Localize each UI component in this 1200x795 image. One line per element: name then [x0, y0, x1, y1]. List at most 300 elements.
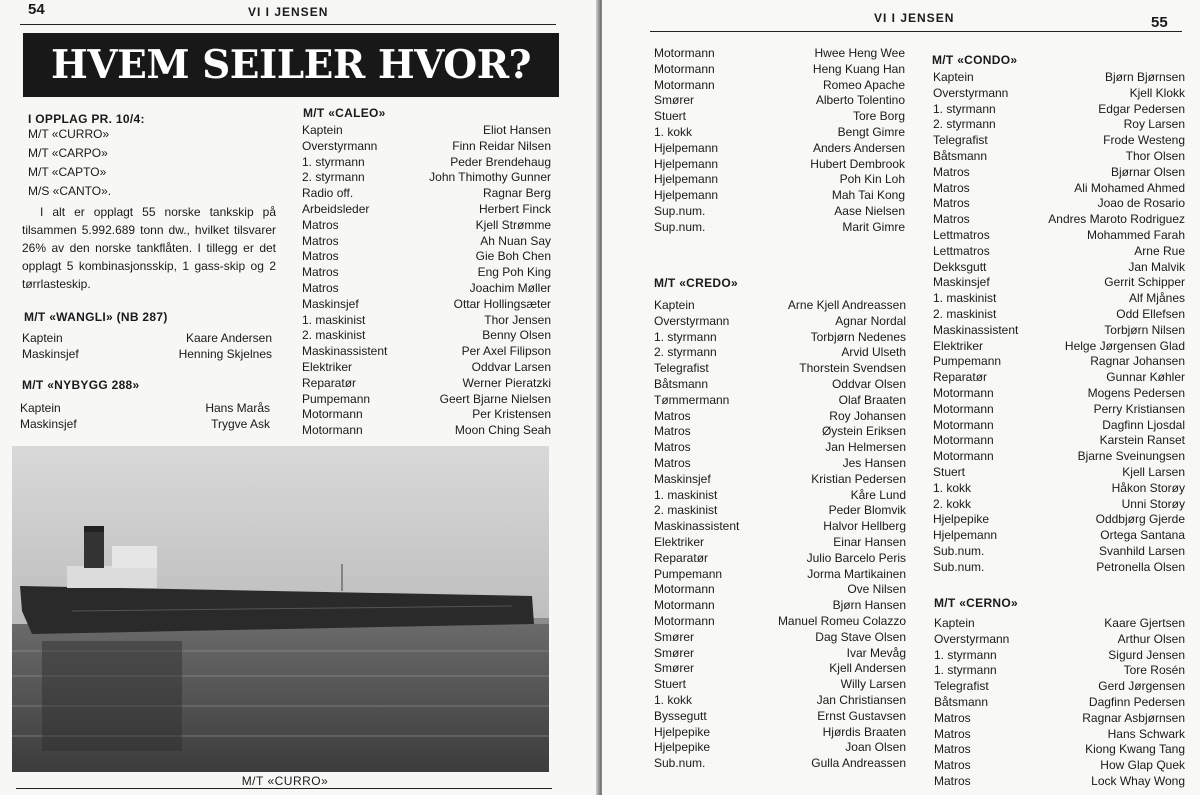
crew-name: Gulla Andreassen [811, 756, 906, 771]
crew-role: Matros [302, 280, 339, 295]
crew-role: Kaptein [20, 401, 61, 415]
crew-row [302, 265, 551, 281]
crew-role: Motormann [933, 449, 994, 464]
crew-name: Helge Jørgensen Glad [1064, 338, 1185, 353]
crew-role: 2. maskinist [654, 503, 718, 518]
crew-role: Stuert [654, 109, 687, 124]
crew-row [654, 677, 906, 693]
crew-name: Hans Schwark [1107, 726, 1185, 741]
crew-row [654, 298, 906, 314]
crew-role: 1. maskinist [933, 291, 997, 306]
crew-name: Mohammed Farah [1086, 227, 1185, 242]
crew-row [934, 742, 1185, 758]
crew-name: Andres Maroto Rodriguez [1048, 212, 1185, 227]
crew-name: Hans Marås [205, 401, 270, 415]
crew-row [654, 424, 906, 440]
crew-role: 1. kokk [654, 692, 693, 707]
crew-row [933, 275, 1185, 291]
crew-row [302, 344, 551, 360]
crew-role: 1. maskinist [654, 487, 718, 502]
crew-role: Hjelpepike [933, 512, 990, 527]
crew-role: Pumpemann [654, 566, 723, 581]
crew-name: Kjell Strømme [475, 217, 551, 232]
crew-role: Motormann [654, 61, 715, 76]
crew-name: Gie Boh Chen [475, 249, 551, 264]
crew-row [654, 756, 906, 772]
crew-name: Jan Christiansen [816, 692, 906, 707]
crew-row [302, 234, 551, 250]
crew-role: Kaptein [302, 123, 343, 137]
crew-row [302, 218, 551, 234]
crew-role: Matros [934, 773, 971, 788]
crew-row [933, 528, 1185, 544]
crew-row [933, 354, 1185, 370]
tanker-illustration [12, 446, 549, 772]
crew-row [933, 339, 1185, 355]
crew-row [302, 202, 551, 218]
crew-role: Maskinassistent [654, 519, 740, 534]
crew-role: Tømmermann [654, 392, 730, 407]
crew-name: Ortega Santana [1100, 528, 1185, 543]
crew-name: Joao de Rosario [1097, 196, 1185, 211]
crew-role: 2. styrmann [654, 345, 717, 360]
crew-role: Matros [302, 249, 339, 264]
crew-role: Lettmatros [933, 227, 990, 242]
laid-up-ship: M/S «CANTO». [28, 184, 112, 198]
crew-role: Lettmatros [933, 243, 990, 258]
crew-name: Peder Brendehaug [450, 154, 551, 169]
crew-name: Peder Blomvik [828, 503, 906, 518]
crew-role: 1. kokk [654, 124, 693, 139]
crew-role: Matros [302, 217, 339, 232]
crew-row [654, 409, 906, 425]
crew-role: Matros [933, 180, 970, 195]
crew-row [654, 456, 906, 472]
crew-row [933, 86, 1185, 102]
crew-row [933, 102, 1185, 118]
crew-role: Hjelpemann [933, 528, 998, 543]
crew-name: Svanhild Larsen [1098, 543, 1185, 558]
crew-row [302, 186, 551, 202]
crew-role: Matros [934, 742, 971, 757]
crew-row [654, 93, 905, 109]
crew-row [654, 582, 906, 598]
crew-name: Bjørnar Olsen [1110, 164, 1185, 179]
crew-row [654, 157, 905, 173]
crew-name: Dag Stave Olsen [815, 629, 906, 644]
crew-row [933, 196, 1185, 212]
crew-name: Ernst Gustavsen [817, 708, 906, 723]
crew-row [933, 323, 1185, 339]
crew-row [933, 244, 1185, 260]
crew-row [654, 141, 905, 157]
crew-name: Thorstein Svendsen [799, 361, 906, 376]
crew-row [654, 345, 906, 361]
crew-row [933, 291, 1185, 307]
crew-role: Motormann [933, 401, 994, 416]
crew-role: Maskinsjef [654, 471, 711, 486]
crew-row [654, 519, 906, 535]
crew-row [933, 386, 1185, 402]
crew-role: 1. kokk [933, 480, 972, 495]
crew-row [654, 78, 905, 94]
crew-row [933, 70, 1185, 86]
crew-row [22, 331, 272, 347]
crew-row [934, 632, 1185, 648]
page-number-left: 54 [28, 1, 45, 18]
crew-name: Thor Jensen [484, 312, 551, 327]
crew-role: Maskinassistent [933, 322, 1019, 337]
crew-role: Smører [654, 645, 694, 660]
crew-name: Hwee Heng Wee [814, 46, 905, 60]
crew-name: Marit Gimre [842, 219, 905, 234]
crew-row [302, 170, 551, 186]
crew-role: Telegrafist [654, 361, 709, 376]
condo-heading: M/T «CONDO» [932, 53, 1018, 67]
crew-row [654, 598, 906, 614]
crew-name: Per Axel Filipson [461, 344, 551, 359]
crew-name: Joan Olsen [845, 740, 906, 755]
crew-row [933, 212, 1185, 228]
crew-role: Matros [654, 455, 691, 470]
crew-name: Bengt Gimre [837, 124, 905, 139]
crew-row [654, 740, 906, 756]
crew-name: Ali Mohamed Ahmed [1074, 180, 1185, 195]
crew-row [934, 679, 1185, 695]
crew-name: Perry Kristiansen [1093, 401, 1185, 416]
crew-name: Eng Poh King [477, 265, 551, 280]
crew-role: 1. styrmann [934, 647, 997, 662]
crew-row [654, 614, 906, 630]
crew-row [654, 172, 905, 188]
laid-up-heading: I OPPLAG PR. 10/4: [28, 112, 145, 126]
wangli-heading: M/T «WANGLI» (NB 287) [24, 310, 168, 324]
crew-role: 2. styrmann [302, 170, 365, 185]
crew-role: 2. maskinist [933, 306, 997, 321]
crew-name: Heng Kuang Han [812, 61, 905, 76]
crew-row [654, 709, 906, 725]
crew-name: Jan Malvik [1128, 259, 1185, 274]
crew-row [933, 117, 1185, 133]
crew-name: Olaf Braaten [838, 392, 906, 407]
crew-name: Odd Ellefsen [1116, 306, 1185, 321]
nybygg-roster [20, 401, 270, 433]
crew-role: Maskinsjef [933, 275, 990, 290]
crew-role: Elektriker [654, 534, 705, 549]
crew-name: Edgar Pedersen [1098, 101, 1185, 116]
left-page [0, 0, 598, 795]
crew-role: Overstyrmann [302, 138, 378, 153]
crew-role: Motormann [654, 77, 715, 92]
crew-name: Torbjørn Nedenes [810, 329, 906, 344]
crew-row [933, 560, 1185, 576]
crew-row [654, 204, 905, 220]
crew-role: Telegrafist [933, 133, 988, 148]
crew-role: 2. styrmann [933, 117, 996, 132]
crew-role: Sup.num. [654, 203, 706, 218]
crew-row [654, 488, 906, 504]
crew-row [933, 307, 1185, 323]
ship-photo [12, 446, 549, 772]
crew-row [654, 472, 906, 488]
crew-role: Smører [654, 93, 694, 108]
crew-name: How Glap Quek [1100, 758, 1185, 773]
crew-role: Stuert [654, 677, 687, 692]
crew-row [934, 758, 1185, 774]
crew-row [934, 727, 1185, 743]
crew-name: Geert Bjarne Nielsen [439, 391, 551, 406]
crew-name: Roy Larsen [1123, 117, 1185, 132]
crew-row [933, 481, 1185, 497]
crew-row [302, 392, 551, 408]
crew-name: Kjell Larsen [1122, 464, 1185, 479]
crew-role: Pumpemann [933, 354, 1002, 369]
crew-role: Radio off. [302, 186, 354, 201]
crew-name: Halvor Hellberg [823, 519, 906, 534]
crew-name: Aase Nielsen [834, 203, 905, 218]
crew-name: Finn Reidar Nilsen [452, 138, 551, 153]
crew-role: Maskinsjef [302, 296, 359, 311]
crew-role: Motormann [302, 423, 363, 438]
crew-role: 1. styrmann [302, 154, 365, 169]
crew-name: Kaare Andersen [185, 331, 272, 345]
caleo-roster [302, 123, 551, 439]
caleo-heading: M/T «CALEO» [303, 106, 386, 120]
crew-name: Bjørn Bjørnsen [1104, 70, 1185, 84]
right-page [602, 0, 1200, 795]
crew-role: Matros [934, 710, 971, 725]
crew-role: Elektriker [933, 338, 984, 353]
crew-row [654, 535, 906, 551]
crew-name: Frode Westeng [1103, 133, 1185, 148]
crew-role: Motormann [933, 385, 994, 400]
crew-name: Sigurd Jensen [1108, 647, 1185, 662]
crew-name: Arne Kjell Andreassen [787, 298, 906, 312]
crew-name: Gunnar Køhler [1106, 370, 1185, 385]
crew-row [934, 648, 1185, 664]
crew-name: Eliot Hansen [482, 123, 551, 137]
crew-role: Matros [933, 164, 970, 179]
crew-row [933, 260, 1185, 276]
crew-role: Telegrafist [934, 679, 989, 694]
crew-name: Moon Ching Seah [454, 423, 551, 438]
crew-name: Gerrit Schipper [1104, 275, 1185, 290]
crew-role: Smører [654, 661, 694, 676]
crew-name: Mogens Pedersen [1087, 385, 1185, 400]
crew-name: Agnar Nordal [835, 313, 906, 328]
crew-role: Hjelpemann [654, 140, 719, 155]
crew-row [654, 188, 905, 204]
crew-row [933, 449, 1185, 465]
crew-row [933, 433, 1185, 449]
crew-role: Smører [654, 629, 694, 644]
crew-name: Anders Andersen [812, 140, 905, 155]
credo-roster [654, 298, 906, 772]
crew-name: Alberto Tolentino [815, 93, 905, 108]
crew-role: 2. maskinist [302, 328, 366, 343]
crew-role: Motormann [933, 433, 994, 448]
crew-row [654, 46, 905, 62]
crew-role: Overstyrmann [933, 85, 1009, 100]
crew-name: Jes Hansen [842, 455, 906, 470]
crew-role: Overstyrmann [654, 313, 730, 328]
crew-row [302, 123, 551, 139]
crew-name: Benny Olsen [482, 328, 551, 343]
crew-role: Arbeidsleder [302, 201, 370, 216]
crew-name: Mah Tai Kong [831, 188, 905, 203]
crew-role: Matros [654, 408, 691, 423]
crew-role: Matros [302, 265, 339, 280]
crew-row [933, 418, 1185, 434]
crew-name: Arvid Ulseth [841, 345, 906, 360]
crew-row [654, 220, 905, 236]
crew-row [22, 347, 272, 363]
crew-row [302, 360, 551, 376]
crew-role: Matros [933, 212, 970, 227]
crew-role: Matros [302, 233, 339, 248]
crew-name: Romeo Apache [822, 77, 905, 92]
crew-row [302, 328, 551, 344]
crew-role: 1. styrmann [933, 101, 996, 116]
crew-row [654, 630, 906, 646]
crew-row [654, 440, 906, 456]
crew-role: Overstyrmann [934, 631, 1010, 646]
footer-rule-left [16, 788, 552, 789]
crew-name: Ottar Hollingsæter [453, 296, 551, 311]
crew-role: Motormann [933, 417, 994, 432]
crew-name: Bjarne Sveinungsen [1077, 449, 1185, 464]
crew-row [933, 165, 1185, 181]
crew-name: Karstein Ranset [1099, 433, 1185, 448]
crew-row [302, 155, 551, 171]
crew-role: Hjelpepike [654, 724, 711, 739]
photo-caption: M/T «CURRO» [241, 774, 329, 788]
crew-row [302, 313, 551, 329]
crew-row [933, 370, 1185, 386]
condo-roster [933, 70, 1185, 576]
caleo-continued-roster [654, 46, 905, 236]
crew-name: Werner Pieratzki [462, 375, 551, 390]
nybygg-heading: M/T «NYBYGG 288» [22, 378, 140, 392]
laid-up-ship: M/T «CAPTO» [28, 165, 107, 179]
crew-role: Motormann [654, 613, 715, 628]
crew-role: Hjelpepike [654, 740, 711, 755]
crew-name: Hjørdis Braaten [822, 724, 906, 739]
crew-row [302, 139, 551, 155]
crew-name: Kaare Gjertsen [1104, 616, 1185, 630]
crew-name: Kristian Pedersen [811, 471, 906, 486]
crew-row [933, 228, 1185, 244]
crew-name: Poh Kin Loh [839, 172, 905, 187]
crew-name: Øystein Eriksen [821, 424, 906, 439]
crew-name: Ivar Mevåg [846, 645, 906, 660]
crew-role: Matros [933, 196, 970, 211]
running-head-left: VI I JENSEN [248, 5, 329, 19]
crew-role: Hjelpemann [654, 188, 719, 203]
crew-name: Dagfinn Pedersen [1088, 694, 1185, 709]
crew-name: Oddvar Olsen [831, 376, 906, 391]
crew-name: Einar Hansen [833, 534, 906, 549]
crew-row [20, 401, 270, 417]
crew-role: Maskinsjef [22, 346, 79, 361]
crew-name: Henning Skjelnes [178, 346, 272, 361]
crew-row [654, 62, 905, 78]
crew-name: Ragnar Berg [482, 186, 551, 201]
crew-name: Hubert Dembrook [810, 156, 905, 171]
running-head-right: VI I JENSEN [874, 11, 955, 25]
crew-role: Sup.num. [654, 219, 706, 234]
laid-up-ship: M/T «CARPO» [28, 146, 108, 160]
crew-row [302, 249, 551, 265]
crew-row [302, 376, 551, 392]
crew-name: Torbjørn Nilsen [1104, 322, 1185, 337]
crew-row [654, 330, 906, 346]
crew-role: Reparatør [933, 370, 988, 385]
crew-name: Thor Olsen [1125, 148, 1185, 163]
crew-name: Kåre Lund [850, 487, 906, 502]
crew-role: Matros [934, 726, 971, 741]
crew-row [654, 125, 905, 141]
crew-role: Båtsmann [933, 148, 988, 163]
wangli-roster [22, 331, 272, 363]
crew-role: Kaptein [22, 331, 63, 345]
crew-role: Sub.num. [933, 559, 985, 574]
crew-role: Matros [654, 424, 691, 439]
crew-row [654, 567, 906, 583]
crew-name: Dagfinn Ljosdal [1102, 417, 1185, 432]
crew-role: Motormann [302, 407, 363, 422]
crew-row [934, 663, 1185, 679]
crew-role: Pumpemann [302, 391, 371, 406]
crew-role: Dekksgutt [933, 259, 987, 274]
crew-name: Alf Mjånes [1128, 291, 1185, 306]
crew-row [302, 423, 551, 439]
crew-name: Ragnar Asbjørnsen [1082, 710, 1185, 725]
crew-name: Gerd Jørgensen [1098, 679, 1185, 694]
crew-name: Håkon Storøy [1111, 480, 1185, 495]
crew-row [654, 693, 906, 709]
crew-row [654, 361, 906, 377]
crew-role: Sub.num. [933, 543, 985, 558]
crew-role: Båtsmann [654, 376, 709, 391]
crew-row [654, 551, 906, 567]
crew-row [934, 774, 1185, 790]
crew-name: Kjell Andersen [829, 661, 906, 676]
crew-name: John Thimothy Gunner [429, 170, 551, 185]
crew-role: Hjelpemann [654, 172, 719, 187]
crew-name: Trygve Ask [211, 416, 270, 431]
crew-row [933, 149, 1185, 165]
header-rule-left [20, 24, 556, 25]
crew-row [933, 512, 1185, 528]
crew-name: Ove Nilsen [847, 582, 906, 597]
laid-up-paragraph: I alt er opplagt 55 norske tankskip på tilsammen 5.992.689 tonn dw., hvilket tilsvarer 26% av den norske tankflåten. I tillegg er det opplagt 5 kombinasjonsskip, 1 gass-skip og 2 tørrlasteskip. [22, 205, 276, 291]
crew-row [20, 417, 270, 433]
crew-row [654, 314, 906, 330]
crew-role: 1. maskinist [302, 312, 366, 327]
laid-up-ship: M/T «CURRO» [28, 127, 110, 141]
crew-role: Båtsmann [934, 694, 989, 709]
headline-banner: HVEM SEILER HVOR? [23, 33, 559, 97]
crew-role: Motormann [654, 46, 715, 60]
crew-row [933, 133, 1185, 149]
crew-role: Sub.num. [654, 756, 706, 771]
page-number-right: 55 [1151, 14, 1168, 31]
crew-row [933, 181, 1185, 197]
crew-role: Reparatør [654, 550, 709, 565]
crew-row [302, 407, 551, 423]
crew-role: Reparatør [302, 375, 357, 390]
